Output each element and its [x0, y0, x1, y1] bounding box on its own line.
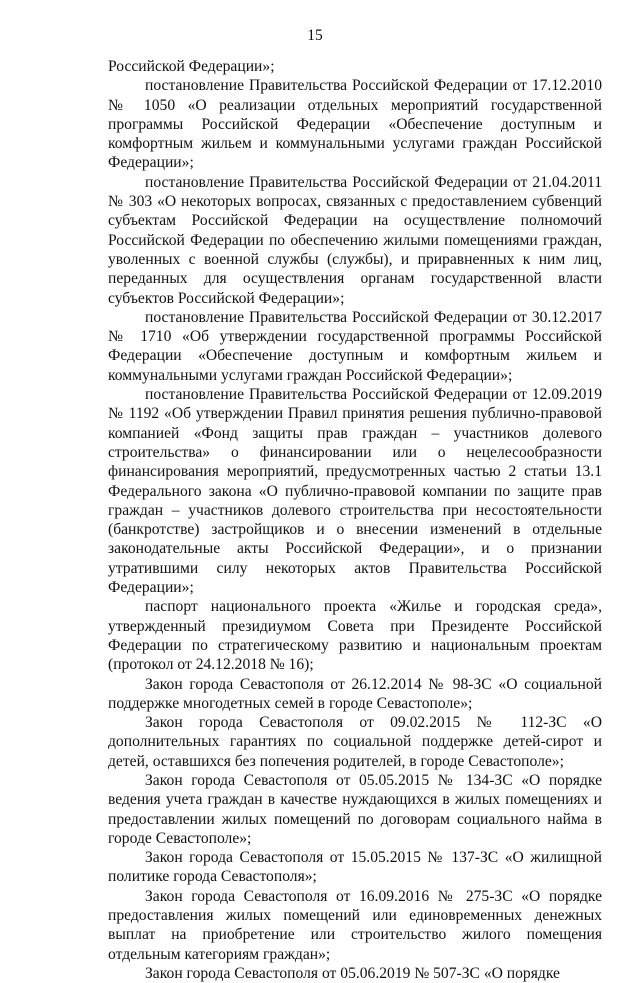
paragraph-law-137: Закон города Севастополя от 15.05.2015 № 137-ЗС «О жилищной политике города Севастополя»; — [108, 849, 602, 886]
paragraph-decree-1710: постановление Правительства Российской Федерации от 30.12.2017 № 1710 «Об утверждении государственной программы Российской Федерации «Обеспечение доступным и комфортным жильем и коммунальными услугами граждан Российской Федерации»; — [108, 308, 602, 384]
paragraph-decree-303: постановление Правительства Российской Федерации от 21.04.2011 № 303 «О некоторых вопросах, связанных с предоставлением субвенций субъектам Российской Федерации на осуществление полномочий Российской Федерации по обеспечению жилыми помещениями граждан, уволенных с военной службы (службы), и приравненных к ним лиц, переданных для осуществления органам государственной власти субъектов Российской Федерации»; — [108, 173, 602, 307]
paragraph-national-project-passport: паспорт национального проекта «Жилье и городская среда», утвержденный президиумом Совета при Президенте Российской Федерации по стратегическому развитию и национальным проектам (протокол от 24.12.2018 № 16); — [108, 598, 602, 674]
paragraph-decree-1192: постановление Правительства Российской Федерации от 12.09.2019 № 1192 «Об утверждении Правил принятия решения публично-правовой компанией «Фонд защиты прав граждан – участников долевого строительства» о финансировании или о нецелесообразности финансирования мероприятий, предусмотренных частью 2 статьи 13.1 Федерального закона «О публично-правовой компании по защите прав граждан – участников долевого строительства при несостоятельности (банкротстве) застройщиков и о внесении изменений в отдельные законодательные акты Российской Федерации», и о признании утратившими силу некоторых актов Правительства Российской Федерации»; — [108, 386, 602, 597]
paragraph-law-112: Закон города Севастополя от 09.02.2015 № 112-ЗС «О дополнительных гарантиях по социальной поддержке детей-сирот и детей, оставшихся без попечения родителей, в городе Севастополе»; — [108, 714, 602, 770]
page-number: 15 — [307, 27, 323, 44]
paragraph-continuation: Российской Федерации»; — [108, 58, 275, 75]
paragraph-law-134: Закон города Севастополя от 05.05.2015 № 134-ЗС «О порядке ведения учета граждан в качестве нуждающихся в жилых помещениях и предоставлении жилых помещений по договорам социального найма в городе Севастополе»; — [108, 771, 602, 847]
paragraph-law-275: Закон города Севастополя от 16.09.2016 № 275-ЗС «О порядке предоставления жилых помещений или единовременных денежных выплат на приобретение или строительство жилого помещения отдельным категориям граждан»; — [108, 887, 602, 963]
paragraph-law-507: Закон города Севастополя от 05.06.2019 № 507-ЗС «О порядке — [145, 964, 560, 982]
paragraph-law-98: Закон города Севастополя от 26.12.2014 № 98-ЗС «О социальной поддержке многодетных семей в городе Севастополе»; — [108, 675, 602, 712]
body-text — [108, 57, 602, 983]
paragraph-decree-1050: постановление Правительства Российской Федерации от 17.12.2010 № 1050 «О реализации отдельных мероприятий государственной программы Российской Федерации «Обеспечение доступным и комфортным жильем и коммунальными услугами граждан Российской Федерации»; — [108, 77, 602, 172]
